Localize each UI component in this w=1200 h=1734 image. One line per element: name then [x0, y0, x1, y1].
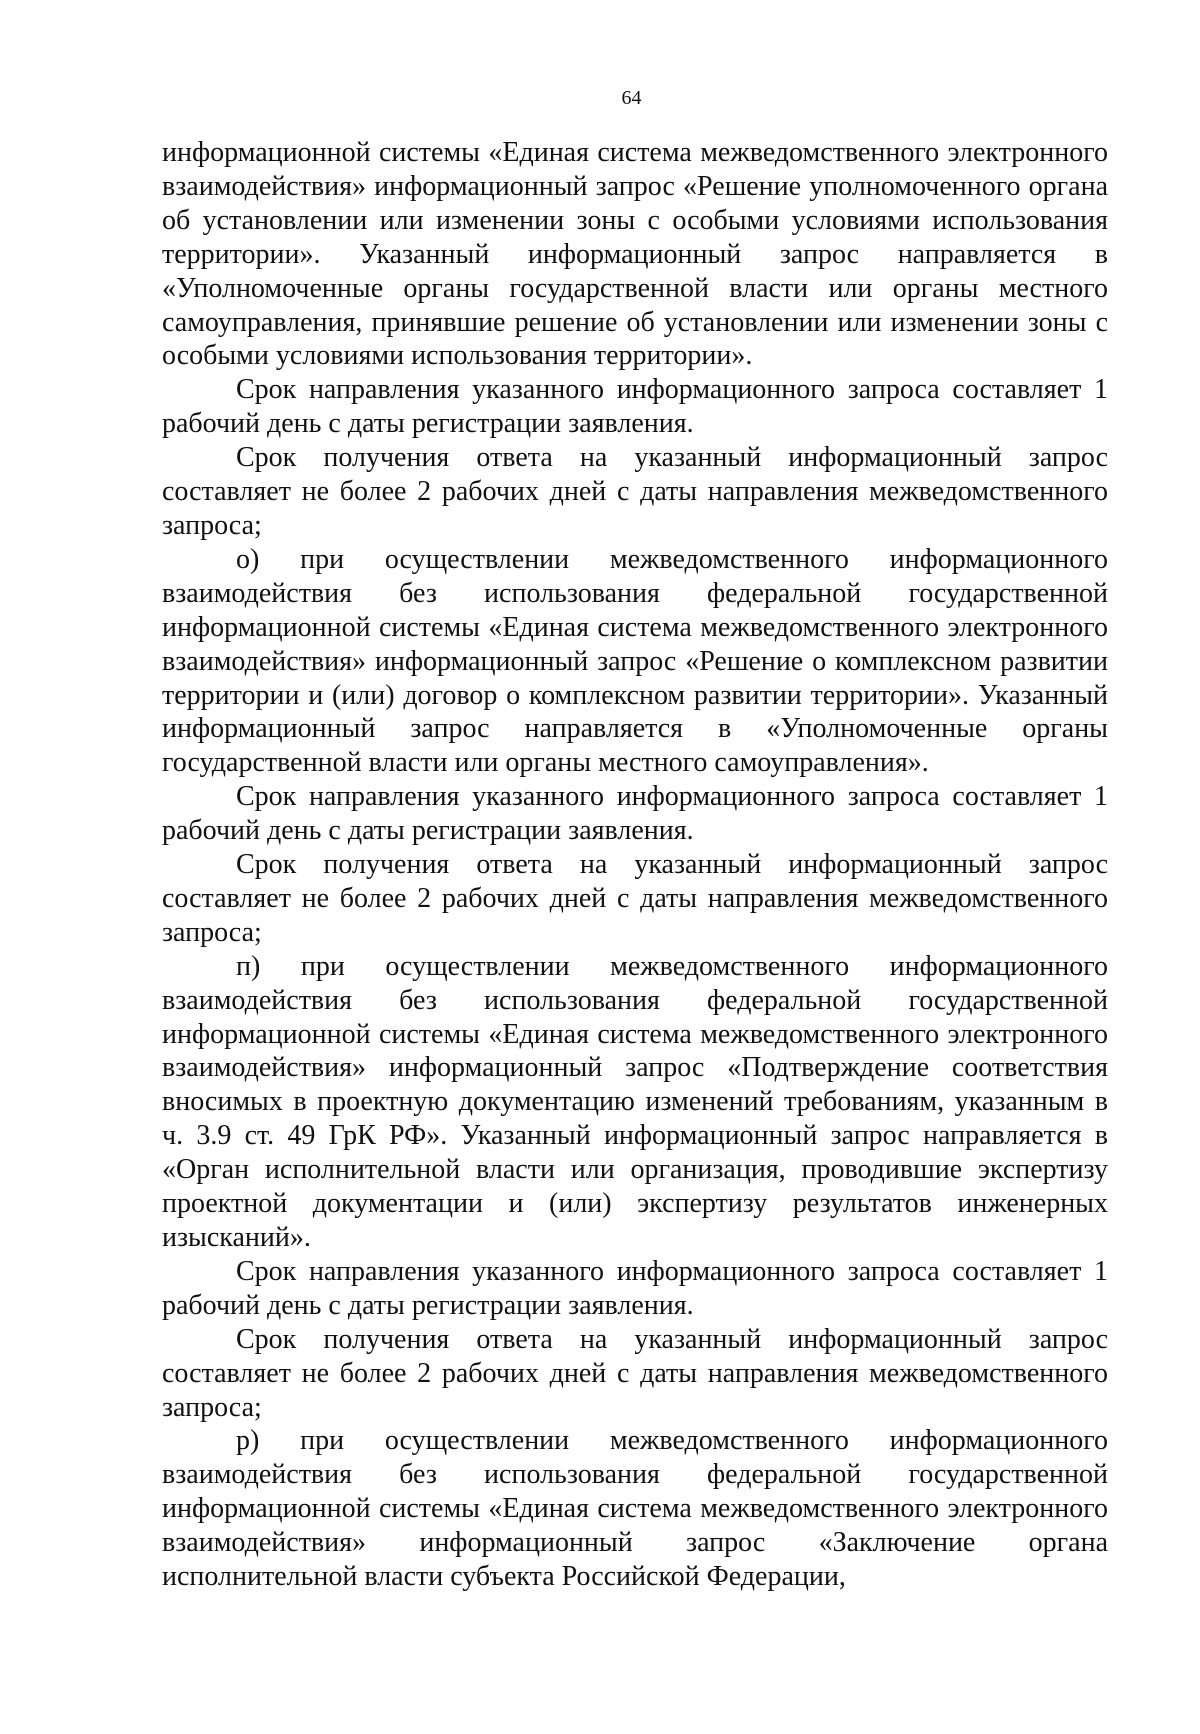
paragraph: Срок получения ответа на указанный информационный запрос составляет не более 2 рабочих дней с даты направления межведомственного запроса;: [162, 442, 1108, 541]
paragraph: информационной системы «Единая система межведомственного электронного взаимодействия» информационный запрос «Решение уполномоченного органа об установлении или изменении зоны с особыми условиями использования территории». Указанный информационный запрос направляется в «Уполномоченные органы государственной власти или органы местного самоуправления, принявшие решение об установлении или изменении зоны с особыми условиями использования территории».: [162, 137, 1108, 372]
document-body: [162, 136, 1108, 1594]
paragraph: Срок направления указанного информационного запроса составляет 1 рабочий день с даты регистрации заявления.: [162, 374, 1108, 440]
paragraph: Срок направления указанного информационного запроса составляет 1 рабочий день с даты регистрации заявления.: [162, 1255, 1108, 1321]
page-number: 64: [621, 87, 642, 109]
paragraph: Срок получения ответа на указанный информационный запрос составляет не более 2 рабочих дней с даты направления межведомственного запроса;: [162, 849, 1108, 948]
paragraph: п) при осуществлении межведомственного информационного взаимодействия без использования федеральной государственной информационной системы «Единая система межведомственного электронного взаимодействия» информационный запрос «Подтверждение соответствия вносимых в проектную документацию изменений требованиям, указанным в ч. 3.9 ст. 49 ГрК РФ». Указанный информационный запрос направляется в «Орган исполнительной власти или организация, проводившие экспертизу проектной документации и (или) экспертизу результатов инженерных изысканий».: [162, 950, 1108, 1253]
paragraph: р) при осуществлении межведомственного информационного взаимодействия без использования федеральной государственной информационной системы «Единая система межведомственного электронного взаимодействия» информационный запрос «Заключение органа исполнительной власти субъекта Российской Федерации,: [162, 1425, 1108, 1593]
paragraph: о) при осуществлении межведомственного информационного взаимодействия без использования федеральной государственной информационной системы «Единая система межведомственного электронного взаимодействия» информационный запрос «Решение о комплексном развитии территории и (или) договор о комплексном развитии территории». Указанный информационный запрос направляется в «Уполномоченные органы государственной власти или органы местного самоуправления».: [162, 543, 1108, 779]
paragraph: Срок получения ответа на указанный информационный запрос составляет не более 2 рабочих дней с даты направления межведомственного запроса;: [162, 1323, 1108, 1423]
paragraph: Срок направления указанного информационного запроса составляет 1 рабочий день с даты регистрации заявления.: [162, 781, 1108, 847]
